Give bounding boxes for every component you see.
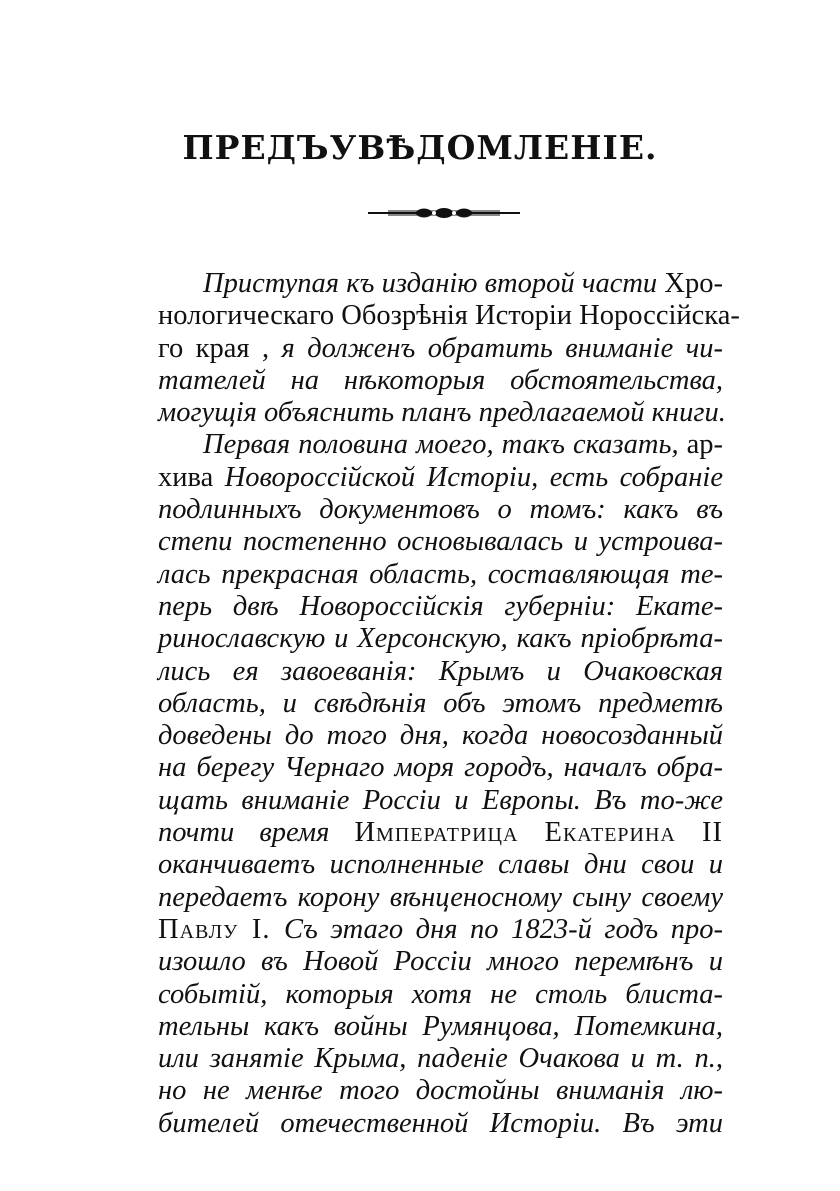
text-segment: тельны какъ войны Румянцова, Потемкина, [158, 1010, 723, 1042]
text-segment: ринославскую и Херсонскую, какъ пріобрѣта- [158, 623, 723, 655]
text-line [158, 526, 723, 558]
text-segment: изошло въ Новой Россіи много перемѣнъ и [158, 946, 723, 978]
text-line [158, 365, 723, 397]
text-segment: нологическаго Обозрѣнія Исторіи Нороссійска- [158, 300, 740, 332]
page-title: ПРЕДЪУВѢДОМЛЕНІЕ. [182, 128, 658, 167]
text-line [158, 1075, 723, 1107]
text-segment: могущія объяснить планъ предлагаемой книги. [158, 397, 726, 429]
text-segment: лась прекрасная область, составляющая те- [158, 558, 723, 590]
text-line [158, 300, 740, 332]
ornament-divider-icon [368, 206, 520, 220]
text-segment: передаетъ корону вѣнценосному сыну своему [158, 881, 723, 913]
text-line [158, 752, 723, 784]
text-segment: Императрица Екатерина II [354, 817, 723, 849]
text-line [158, 946, 723, 978]
text-line [158, 882, 723, 914]
text-segment: Павлу I. [158, 913, 285, 945]
text-line [158, 397, 726, 429]
text-line [158, 688, 723, 720]
text-segment: Съ этаго дня по 1823-й годъ про- [284, 913, 723, 945]
text-segment: я долженъ обратить вниманіе чи- [281, 332, 723, 364]
text-line [158, 559, 723, 591]
text-segment: ар- [686, 429, 723, 461]
text-line [158, 914, 723, 946]
text-line [158, 1011, 723, 1043]
text-segment: тателей на нѣкоторыя обстоятельства, [158, 364, 723, 396]
text-segment: или занятіе Крыма, паденіе Очакова и т. п., [158, 1043, 723, 1075]
text-line [158, 1108, 723, 1140]
text-segment: почти время [158, 817, 355, 849]
text-segment: Хро- [664, 268, 723, 299]
text-line [158, 817, 723, 849]
text-line [158, 429, 723, 461]
text-segment: хива [158, 461, 225, 493]
text-segment: событій, которыя хотя не столь блиста- [158, 978, 723, 1010]
text-line [158, 785, 723, 817]
text-line [158, 623, 723, 655]
paragraph [158, 268, 740, 429]
text-line [158, 656, 723, 688]
text-segment: доведены до того дня, когда новосозданный [158, 720, 723, 752]
text-line [158, 268, 723, 300]
text-line [158, 720, 723, 752]
text-segment: перь двѣ Новороссійскія губерніи: Екате- [158, 590, 723, 622]
text-line [158, 462, 723, 494]
text-segment: но не менѣе того достойны вниманія лю- [158, 1075, 723, 1107]
text-segment: го края , [158, 332, 282, 364]
text-segment: область, и свѣдѣнія объ этомъ предметѣ [158, 687, 723, 719]
text-line [158, 333, 723, 365]
text-line [158, 979, 723, 1011]
text-segment: лись ея завоеванія: Крымъ и Очаковская [158, 655, 723, 687]
body-text [158, 268, 740, 1140]
text-segment: оканчиваетъ исполненные славы дни свои и [158, 849, 723, 881]
text-line [158, 1043, 723, 1075]
text-line [158, 494, 723, 526]
text-line [158, 591, 723, 623]
text-segment: Приступая къ изданію второй части [203, 268, 665, 299]
text-segment: бителей отечественной Исторіи. Въ эти [158, 1107, 723, 1139]
text-segment: щать вниманіе Россіи и Европы. Въ то-же [158, 784, 723, 816]
text-segment: Первая половина моего, такъ сказать, [203, 429, 687, 461]
text-segment: на берегу Чернаго моря городъ, началъ обра- [158, 752, 723, 784]
text-line [158, 849, 723, 881]
paragraph [158, 429, 723, 1140]
text-segment: подлинныхъ документовъ о томъ: какъ въ [158, 494, 723, 526]
text-segment: степи постепенно основывалась и устроива- [158, 526, 723, 558]
text-segment: Новороссійской Исторіи, есть собраніе [224, 461, 723, 493]
